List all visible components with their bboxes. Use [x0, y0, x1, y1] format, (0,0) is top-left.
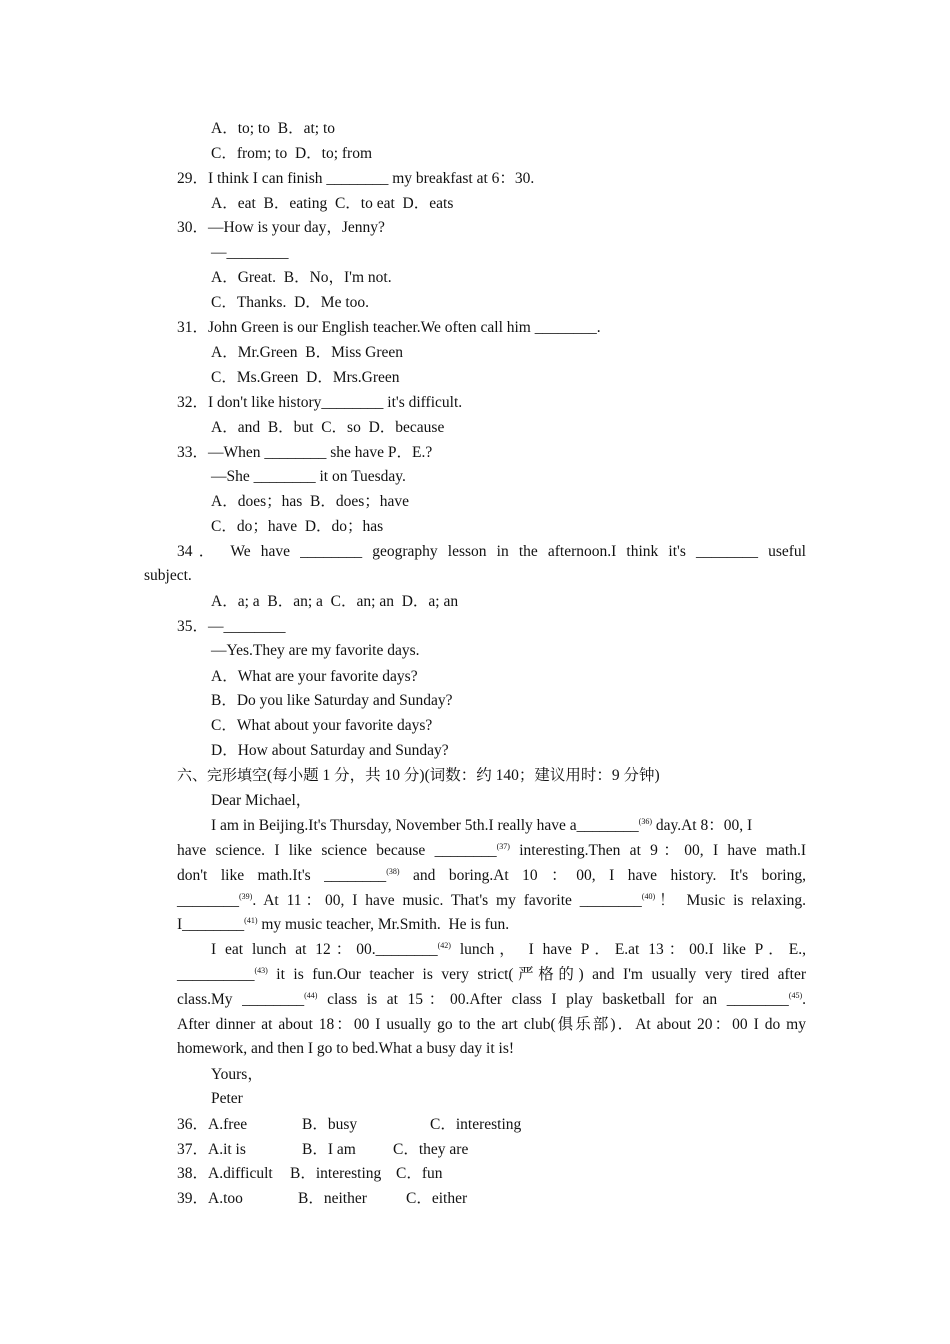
- q35-option-b: B．Do you like Saturday and Sunday?: [211, 692, 453, 709]
- blank-number: (37): [496, 842, 510, 851]
- answer-option-c: C．interesting: [430, 1116, 522, 1133]
- blank-number: (40): [641, 892, 656, 901]
- passage-line: ________$^{(39)}$. At 11：00, I have music. That's my favorite ________$^{(40)}$！ Music is relaxing.: [177, 892, 806, 909]
- q28-options-ab: A．to; to B．at; to: [211, 120, 336, 137]
- q29-stem: 29．I think I can finish ________ my breakfast at 6：30.: [177, 170, 535, 187]
- blank-number: (44): [304, 991, 318, 1000]
- q30-blank: —________: [211, 244, 289, 261]
- q30-options-cd: C．Thanks. D．Me too.: [211, 294, 370, 311]
- q35-line2: —Yes.They are my favorite days.: [211, 642, 420, 659]
- q32-stem: 32．I don't like history________ it's difficult.: [177, 394, 463, 411]
- blank-number: (41): [244, 916, 258, 925]
- answer-option-b: B．I am: [302, 1141, 356, 1158]
- q33-options-cd: C．do；have D．do；has: [211, 518, 384, 535]
- blank-number: (43): [254, 966, 268, 975]
- passage-line: I eat lunch at 12：00.________$^{(42)}$ lunch， I have P．E.at 13：00.I like P．E.,: [211, 941, 806, 958]
- section-title: 六、完形填空: [177, 766, 268, 784]
- answer-option-b: B．interesting: [290, 1165, 382, 1182]
- passage-line: After dinner at about 18：00 I usually go to the art club(俱乐部)．At about 20：00 I do my: [177, 1016, 806, 1033]
- q31-options-cd: C．Ms.Green D．Mrs.Green: [211, 369, 400, 386]
- passage-line: I________$^{(41)}$ my music teacher, Mr.Smith. He is fun.: [177, 916, 510, 933]
- answer-option-b: B．busy: [302, 1116, 358, 1133]
- passage-line: homework, and then I go to bed.What a busy day it is!: [177, 1040, 515, 1057]
- q34-options: A．a; a B．an; a C．an; an D．a; an: [211, 593, 459, 610]
- q30-options-ab: A．Great. B．No，I'm not.: [211, 269, 392, 286]
- blank-number: (36): [638, 817, 652, 826]
- q33-line2: —She ________ it on Tuesday.: [211, 468, 406, 485]
- q31-stem: 31．John Green is our English teacher.We often call him ________.: [177, 319, 601, 336]
- passage-line: don't like math.It's ________$^{(38)}$ and boring.At 10 ：00, I have history. It's boring,: [177, 867, 806, 884]
- letter-closing: Yours，: [211, 1066, 263, 1083]
- q32-options: A．and B．but C．so D．because: [211, 419, 445, 436]
- q33-stem: 33．—When ________ she have P．E.?: [177, 444, 433, 461]
- q35-option-c: C．What about your favorite days?: [211, 717, 433, 734]
- passage-line: have science. I like science because ________$^{(37)}$ interesting.Then at 9：00, I have math.I: [177, 842, 806, 859]
- q33-options-ab: A．does；has B．does；have: [211, 493, 410, 510]
- section-heading: [177, 765, 660, 786]
- passage-line: class.My ________$^{(44)}$ class is at 15：00.After class I play basketball for an ________$^{(45)}$.: [177, 991, 806, 1008]
- answer-option-c: C．they are: [393, 1141, 469, 1158]
- passage-line: I am in Beijing.It's Thursday, November 5th.I really have a________$^{(36)}$ day.At 8：00, I: [211, 817, 753, 834]
- blank-number: (39): [239, 892, 253, 901]
- q30-stem: 30．—How is your day，Jenny?: [177, 219, 385, 236]
- answer-row: 39．A.too: [177, 1190, 243, 1207]
- answer-option-c: C．either: [406, 1190, 468, 1207]
- q35-stem: 35．—________: [177, 618, 286, 635]
- letter-greeting: Dear Michael，: [211, 792, 312, 809]
- blank-number: (42): [437, 941, 451, 950]
- answer-row: 37．A.it is: [177, 1141, 246, 1158]
- q35-option-d: D．How about Saturday and Sunday?: [211, 742, 449, 759]
- q31-options-ab: A．Mr.Green B．Miss Green: [211, 344, 404, 361]
- q34-stem: 34． We have ________ geography lesson in the afternoon.I think it's ________ useful: [177, 543, 806, 560]
- blank-number: (38): [386, 867, 400, 876]
- q29-options: A．eat B．eating C．to eat D．eats: [211, 195, 454, 212]
- passage-line: __________$^{(43)}$ it is fun.Our teacher is very strict(严格的) and I'm usually very tired after: [177, 966, 806, 983]
- answer-row: 36．A.free: [177, 1116, 248, 1133]
- q28-options-cd: C．from; to D．to; from: [211, 145, 373, 162]
- answer-row: 38．A.difficult: [177, 1165, 273, 1182]
- answer-option-b: B．neither: [298, 1190, 367, 1207]
- blank-number: (45): [788, 991, 803, 1000]
- q34-stem-continued: subject.: [144, 567, 192, 584]
- answer-option-c: C．fun: [396, 1165, 443, 1182]
- q35-option-a: A．What are your favorite days?: [211, 668, 418, 685]
- section-note: (每小题 1 分，共 10 分)(词数：约 140；建议用时：9 分钟): [267, 767, 660, 784]
- letter-signature: Peter: [211, 1090, 243, 1107]
